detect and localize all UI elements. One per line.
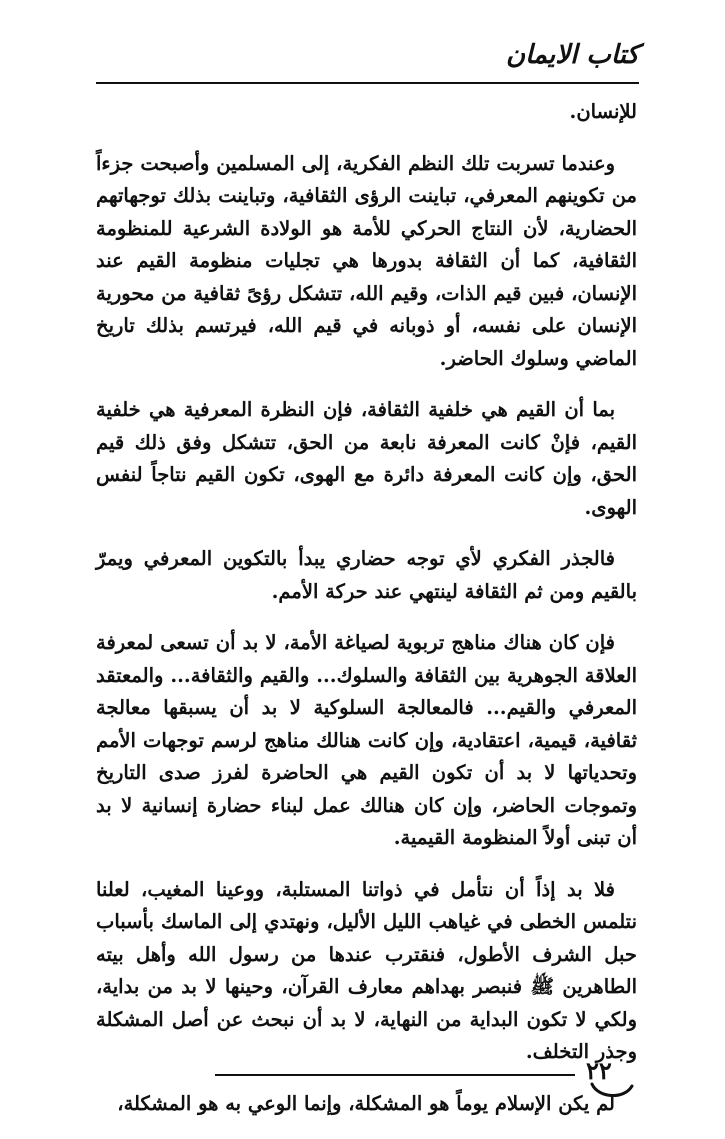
paragraph-5: فإن كان هناك مناهج تربوية لصياغة الأمة، لا بد أن تسعى لمعرفة العلاقة الجوهرية بين الثقافة والسلوك... والقيم والثقافة... والمعتقد المعرفي والقيم... فالمعالجة السلوكية لا بد أن يسبقها معالجة ثقافية، قيمية، اعتقادية، وإن كانت هنالك مناهج لرسم توجهات الأمم وتحدياتها لا بد أن تكون القيم هي الحاضرة لفرز صدى التاريخ وتموجات الحاضر، وإن كان هنالك عمل لبناء حضارة إنسانية لا بد أن تبنى أولاً المنظومة القيمية. xyxy=(96,631,637,849)
header-rule xyxy=(96,82,575,84)
page-body xyxy=(96,96,637,1139)
paragraph-6: فلا بد إذاً أن نتأمل في ذواتنا المستلبة، ووعينا المغيب، لعلنا نتلمس الخطى في غياهب الليل الأليل، ونهتدي إلى الماسك بأسباب حبل الشرف الأطول، فنقترب عندها من رسول الله وأهل بيته الطاهرين ﷺ فنبصر بهداهم معارف القرآن، وحينها لا بد من بداية، ولكي لا تكون البداية من النهاية، لا بد أن نبحث عن أصل المشكلة وجذر التخلف. xyxy=(96,877,637,1063)
book-title-logo: كتاب الايمان xyxy=(505,40,639,70)
footer-rule xyxy=(215,1074,575,1076)
paragraph-7: لم يكن الإسلام يوماً هو المشكلة، وإنما الوعي به هو المشكلة، xyxy=(117,1091,615,1115)
page-number: ٢٢ xyxy=(586,1056,612,1085)
crescent-ornament-icon xyxy=(590,1082,634,1100)
paragraph-3: بما أن القيم هي خلفية الثقافة، فإن النظرة المعرفية هي خلفية القيم، فإنْ كانت المعرفة نابعة من الحق، تتشكل وفق ذلك قيم الحق، وإن كانت المعرفة دائرة مع الهوى، تكون القيم نتاجاً لنفس الهوى. xyxy=(96,398,637,519)
paragraph-4: فالجذر الفكري لأي توجه حضاري يبدأ بالتكوين المعرفي ويمرّ بالقيم ومن ثم الثقافة لينتهي عند حركة الأمم. xyxy=(96,547,637,603)
paragraph-1: للإنسان. xyxy=(569,100,637,123)
paragraph-2: وعندما تسربت تلك النظم الفكرية، إلى المسلمين وأصبحت جزءاً من تكوينهم المعرفي، تباينت الرؤى الثقافية، وتباينت بذلك توجهاتهم الحضارية، لأن النتاج الحركي للأمة هو الولادة الشرعية للمنظومة الثقافية، كما أن الثقافة بدورها هي تجليات منظومة القيم عند الإنسان، فبين قيم الذات، وقيم الله، تتشكل رؤىً ثقافية من محورية الإنسان على نفسه، أو ذوبانه في قيم الله، فيرتسم بذلك تاريخ الماضي وسلوك الحاضر. xyxy=(96,151,637,370)
header-rule-tail xyxy=(573,82,639,84)
